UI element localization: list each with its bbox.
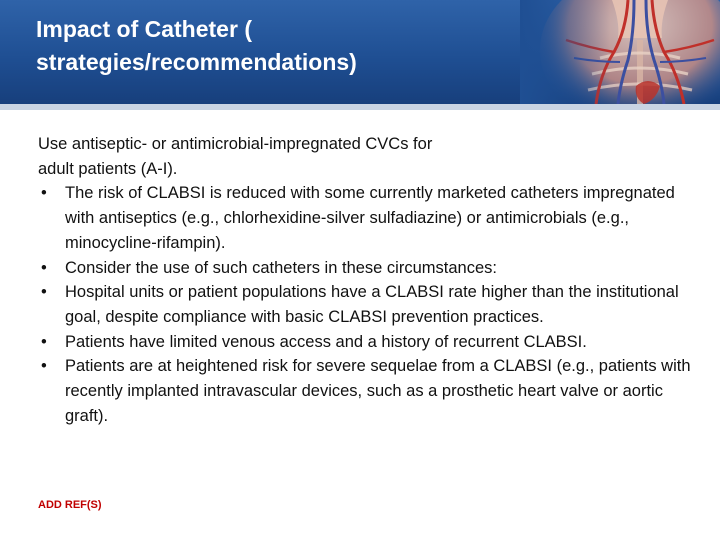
bullet-icon: •	[41, 332, 47, 351]
list-item	[38, 354, 698, 428]
list-item	[38, 280, 698, 329]
list-item-text: Hospital units or patient populations have a CLABSI rate higher than the institutional goal, despite compliance with basic CLABSI prevention practices.	[65, 283, 679, 326]
bullet-icon: •	[41, 258, 47, 277]
bullet-icon: •	[41, 357, 47, 376]
bullet-icon: •	[41, 283, 47, 302]
intro-text: Use antiseptic- or antimicrobial-impregnated CVCs for adult patients (A-I).	[38, 135, 433, 178]
list-item-text: Consider the use of such catheters in these circumstances:	[65, 258, 497, 277]
header-banner	[0, 0, 720, 104]
list-item	[38, 181, 698, 255]
content-body	[38, 132, 698, 428]
list-item-text: Patients are at heightened risk for severe sequelae from a CLABSI (e.g., patients with recently implanted intravascular devices, such as a prosthetic heart valve or aortic graft).	[65, 357, 691, 425]
bullet-list	[38, 181, 698, 428]
list-item-text: Patients have limited venous access and a history of recurrent CLABSI.	[65, 332, 587, 351]
bullet-icon: •	[41, 184, 47, 203]
slide-title: Impact of Catheter ( strategies/recommendations)	[36, 16, 357, 75]
header-divider	[0, 104, 720, 110]
list-item-text: The risk of CLABSI is reduced with some currently marketed catheters impregnated with antiseptics (e.g., chlorhexidine-silver sulfadiazine) or antimicrobials (e.g., minocycline-rifampin).	[65, 184, 675, 252]
reference-note: ADD REF(S)	[38, 499, 102, 511]
list-item	[38, 256, 698, 281]
list-item	[38, 330, 698, 355]
